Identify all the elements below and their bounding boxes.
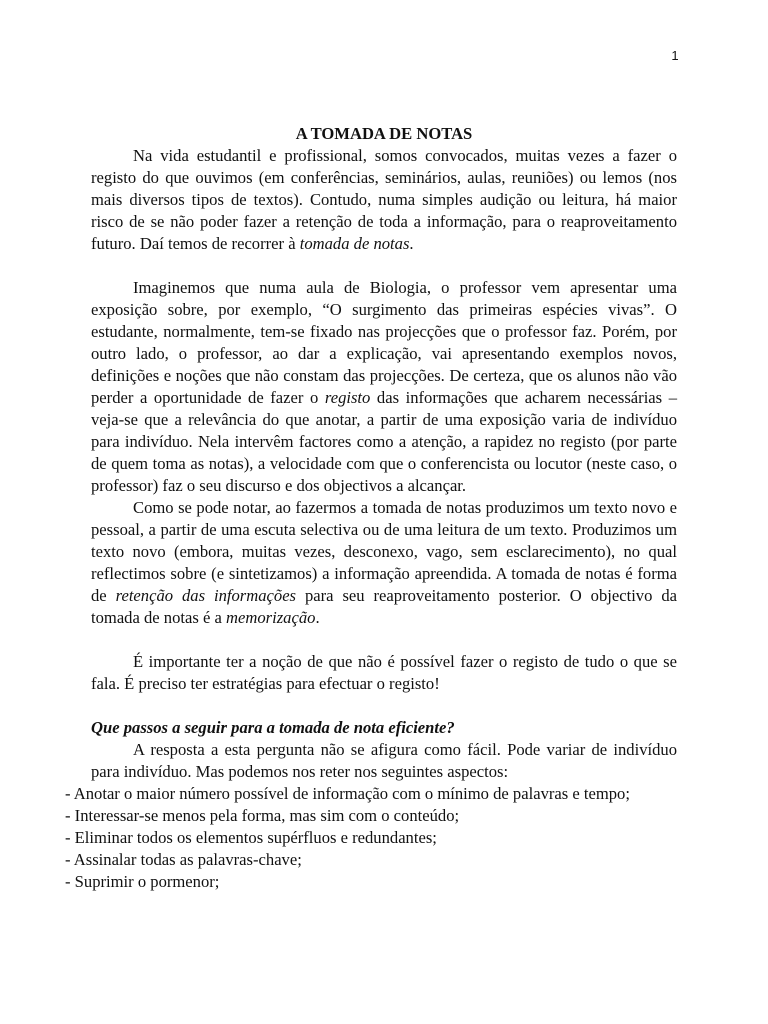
document-title: A TOMADA DE NOTAS — [295, 124, 473, 143]
emphasis-retencao: retenção das informações — [115, 586, 297, 605]
section-question: Que passos a seguir para a tomada de nota eficiente? — [91, 718, 455, 737]
paragraph-importance: É importante ter a noção de que não é possível fazer o registo de tudo o que se fala. É preciso ter estratégias para efectuar o registo! — [91, 652, 677, 693]
paragraph-biology-example: Imaginemos que numa aula de Biologia, o professor vem apresentar uma exposição sobre, por exemplo, “O surgimento das primeiras espécies vivas”. O estudante, normalmente, tem-se fixado nas projecções que o professor faz. Porém, por outro lado, o professor, ao dar a explicação, vai apresentando exemplos novos, definições e noções que não constam das projecções. De certeza, que os alunos não vão perder a oportunidade de fazer o registo das informações que acharem necessárias – veja-se que a relevância do que anotar, a partir de uma exposição varia de indivíduo para indivíduo. Nela intervêm factores como a atenção, a rapidez no registo (por parte de quem toma as notas), a velocidade com que o conferencista ou locutor (neste caso, o professor) faz o seu discurso e dos objectivos a alcançar. — [91, 278, 677, 495]
list-item: - Assinalar todas as palavras-chave; — [65, 850, 302, 869]
paragraph-answer-intro: A resposta a esta pergunta não se afigura como fácil. Pode variar de indivíduo para indivíduo. Mas podemos nos reter nos seguintes aspectos: — [91, 740, 677, 781]
list-item: - Interessar-se menos pela forma, mas sim com o conteúdo; — [65, 806, 460, 825]
emphasis-registo: registo — [324, 388, 371, 407]
list-item: - Suprimir o pormenor; — [65, 872, 220, 891]
list-item: - Anotar o maior número possível de informação com o mínimo de palavras e tempo; — [65, 784, 630, 803]
list-item: - Eliminar todos os elementos supérfluos e redundantes; — [65, 828, 437, 847]
emphasis-memorizacao: memorização — [226, 608, 316, 627]
page-number: 1 — [671, 48, 679, 63]
paragraph-new-text: Como se pode notar, ao fazermos a tomada de notas produzimos um texto novo e pessoal, a partir de uma escuta selectiva ou de uma leitura de um texto. Produzimos um texto novo (embora, muitas vezes, desconexo, vago, sem esclarecimento), no qual reflectimos sobre (e sintetizamos) a informação apreendida. A tomada de notas é forma de retenção das informações para seu reaproveitamento posterior. O objectivo da tomada de notas é a memorização. — [91, 498, 677, 627]
aspects-list — [65, 783, 677, 893]
document-body — [65, 123, 677, 893]
paragraph-intro: Na vida estudantil e profissional, somos convocados, muitas vezes a fazer o registo do que ouvimos (em conferências, seminários, aulas, reuniões) ou lemos (nos mais diversos tipos de textos). Contudo, numa simples audição ou leitura, há maior risco de se não poder fazer a retenção de toda a informação, para o reaproveitamento futuro. Daí temos de recorrer à tomada de notas. — [91, 146, 677, 253]
emphasis-tomada-de-notas: tomada de notas — [299, 234, 410, 253]
